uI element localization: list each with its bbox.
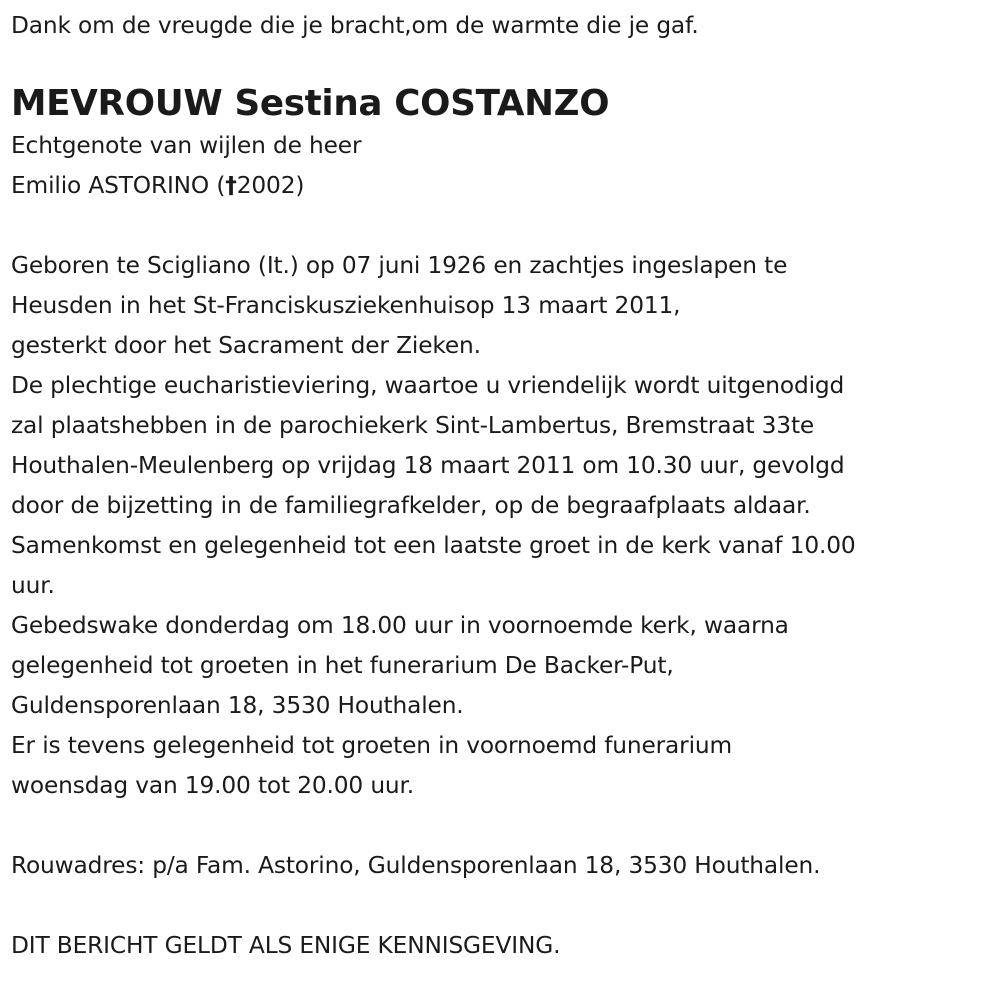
body-line: Guldensporenlaan 18, 3530 Houthalen. bbox=[11, 692, 464, 719]
body-line: Er is tevens gelegenheid tot groeten in voornoemd funerarium bbox=[11, 732, 732, 759]
body-line: gelegenheid tot groeten in het funerarium De Backer-Put, bbox=[11, 652, 674, 679]
spouse-name: Emilio ASTORINO ( bbox=[11, 172, 226, 199]
spacer bbox=[11, 206, 1000, 246]
body-line: uur. bbox=[11, 572, 55, 599]
spacer bbox=[11, 886, 1000, 926]
cross-icon: † bbox=[225, 172, 237, 199]
body-line: gesterkt door het Sacrament der Zieken. bbox=[11, 332, 481, 359]
spouse-line-1: Echtgenote van wijlen de heer bbox=[11, 132, 362, 159]
obituary-body bbox=[11, 246, 1000, 806]
body-line: Samenkomst en gelegenheid tot een laatste groet in de kerk vanaf 10.00 bbox=[11, 532, 856, 559]
spouse-death-year: 2002) bbox=[236, 172, 305, 199]
deceased-name: MEVROUW Sestina COSTANZO bbox=[11, 83, 610, 124]
notice-statement: DIT BERICHT GELDT ALS ENIGE KENNISGEVING. bbox=[11, 932, 561, 959]
body-line: Heusden in het St-Franciskusziekenhuisop 13 maart 2011, bbox=[11, 292, 681, 319]
body-line: De plechtige eucharistieviering, waartoe u vriendelijk wordt uitgenodigd bbox=[11, 372, 845, 399]
body-line: Gebedswake donderdag om 18.00 uur in voornoemde kerk, waarna bbox=[11, 612, 789, 639]
spacer bbox=[11, 806, 1000, 846]
body-line: Geboren te Scigliano (It.) op 07 juni 1926 en zachtjes ingeslapen te bbox=[11, 252, 788, 279]
mourning-address: Rouwadres: p/a Fam. Astorino, Guldensporenlaan 18, 3530 Houthalen. bbox=[11, 852, 821, 879]
body-line: Houthalen-Meulenberg op vrijdag 18 maart 2011 om 10.30 uur, gevolgd bbox=[11, 452, 845, 479]
intro-quote: Dank om de vreugde die je bracht,om de warmte die je gaf. bbox=[11, 12, 699, 39]
spouse-line-2 bbox=[11, 166, 1000, 206]
body-line: door de bijzetting in de familiegrafkelder, op de begraafplaats aldaar. bbox=[11, 492, 811, 519]
body-line: woensdag van 19.00 tot 20.00 uur. bbox=[11, 772, 415, 799]
body-line: zal plaatshebben in de parochiekerk Sint-Lambertus, Bremstraat 33te bbox=[11, 412, 815, 439]
